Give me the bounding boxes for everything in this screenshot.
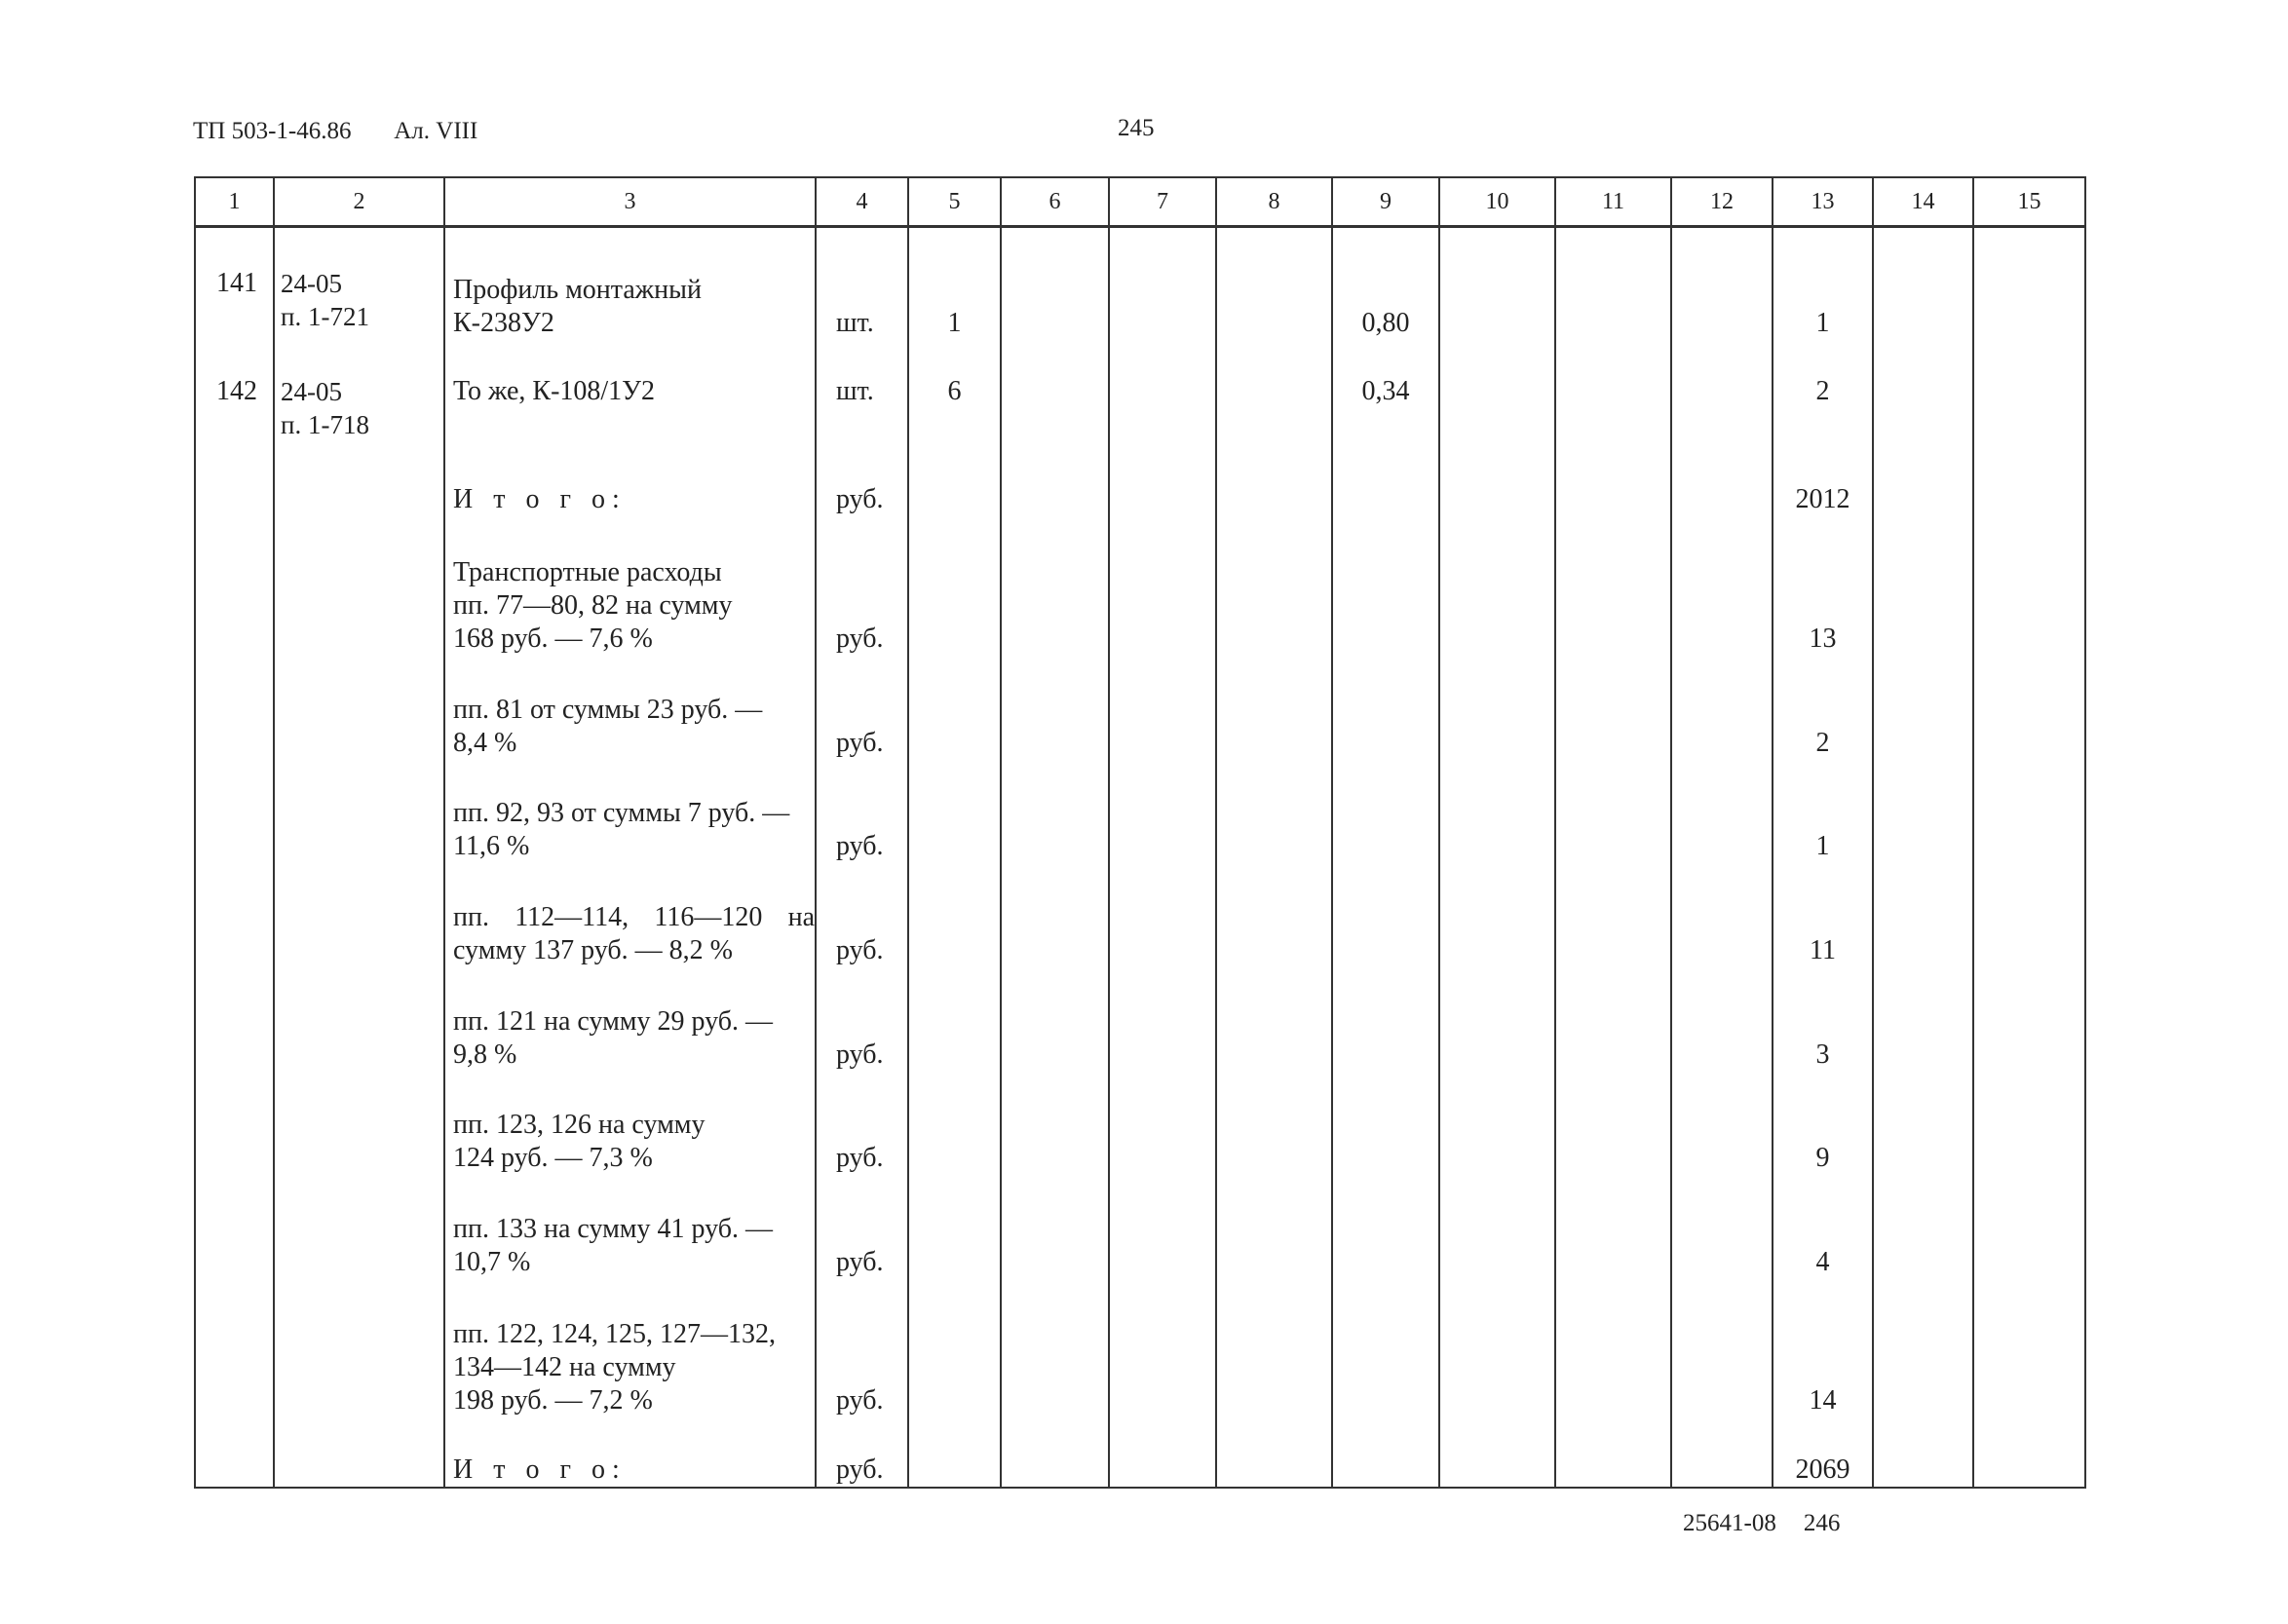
col-header-6: 6 [1001, 177, 1109, 227]
table-row [195, 760, 2085, 864]
col-header-1: 1 [195, 177, 274, 227]
specification-table [194, 176, 2086, 1489]
unit: руб. [816, 1072, 908, 1176]
item-name: То же, К-108/1У2 [444, 340, 816, 448]
col-header-2: 2 [274, 177, 444, 227]
total: 2 [1773, 340, 1873, 448]
total: 9 [1773, 1072, 1873, 1176]
col-header-15: 15 [1973, 177, 2085, 227]
table-row [195, 656, 2085, 760]
table-row [195, 1279, 2085, 1418]
unit-price: 0,34 [1332, 340, 1439, 448]
unit-price: 0,80 [1332, 227, 1439, 341]
row-number: 141 [195, 227, 274, 341]
unit: шт. [816, 340, 908, 448]
total: 4 [1773, 1175, 1873, 1279]
table-row [195, 340, 2085, 448]
total: 11 [1773, 863, 1873, 967]
unit: руб. [816, 1417, 908, 1486]
unit: шт. [816, 227, 908, 341]
item-name: Транспортные расходы пп. 77—80, 82 на сумму 168 руб. — 7,6 % [444, 516, 816, 656]
col-header-7: 7 [1109, 177, 1216, 227]
total: 2069 [1773, 1417, 1873, 1486]
total: 14 [1773, 1279, 1873, 1418]
total: 2 [1773, 656, 1873, 760]
document-header [193, 118, 477, 145]
item-name: пп. 133 на сумму 41 руб. — 10,7 % [444, 1175, 816, 1279]
unit: руб. [816, 656, 908, 760]
column-number-row [195, 177, 2085, 227]
unit: руб. [816, 516, 908, 656]
unit: руб. [816, 967, 908, 1072]
total: 13 [1773, 516, 1873, 656]
col-header-10: 10 [1439, 177, 1555, 227]
col-header-3: 3 [444, 177, 816, 227]
col-header-9: 9 [1332, 177, 1439, 227]
item-name: пп. 122, 124, 125, 127—132, 134—142 на сумму 198 руб. — 7,2 % [444, 1279, 816, 1418]
total: 2012 [1773, 448, 1873, 516]
col-header-12: 12 [1671, 177, 1773, 227]
item-name: пп. 81 от суммы 23 руб. — 8,4 % [444, 656, 816, 760]
item-name: пп. 112—114, 116—120 на сумму 137 руб. — 8,2 % [444, 863, 816, 967]
item-name: пп. 121 на сумму 29 руб. — 9,8 % [444, 967, 816, 1072]
footer-code: 25641-08 [1683, 1510, 1776, 1536]
col-header-5: 5 [908, 177, 1001, 227]
item-name: пп. 123, 126 на сумму 124 руб. — 7,3 % [444, 1072, 816, 1176]
unit: руб. [816, 760, 908, 864]
album-label: Ал. VIII [394, 118, 478, 144]
col-header-14: 14 [1873, 177, 1973, 227]
total: 1 [1773, 227, 1873, 341]
document-footer [1683, 1510, 1840, 1537]
col-header-4: 4 [816, 177, 908, 227]
catalog-code: 24-05 п. 1-718 [274, 340, 444, 448]
item-name: Профиль монтажный К-238У2 [444, 227, 816, 341]
unit: руб. [816, 863, 908, 967]
table-row [195, 863, 2085, 967]
subtotal-label: И т о г о: [444, 448, 816, 516]
unit: руб. [816, 1175, 908, 1279]
col-header-8: 8 [1216, 177, 1332, 227]
table-row [195, 1175, 2085, 1279]
subtotal-row [195, 448, 2085, 516]
quantity: 6 [908, 340, 1001, 448]
unit: руб. [816, 1279, 908, 1418]
total-row [195, 1417, 2085, 1486]
unit: руб. [816, 448, 908, 516]
page-number: 245 [1118, 115, 1155, 141]
total: 3 [1773, 967, 1873, 1072]
quantity: 1 [908, 227, 1001, 341]
doc-code: ТП 503-1-46.86 [193, 118, 352, 144]
table-row [195, 227, 2085, 341]
table-row [195, 516, 2085, 656]
item-name: пп. 92, 93 от суммы 7 руб. — 11,6 % [444, 760, 816, 864]
catalog-code: 24-05 п. 1-721 [274, 227, 444, 341]
row-number: 142 [195, 340, 274, 448]
table-filler-row [195, 1487, 2085, 1488]
footer-page: 246 [1803, 1510, 1841, 1536]
total-label: И т о г о: [444, 1417, 816, 1486]
table-row [195, 967, 2085, 1072]
col-header-11: 11 [1555, 177, 1671, 227]
table-row [195, 1072, 2085, 1176]
col-header-13: 13 [1773, 177, 1873, 227]
total: 1 [1773, 760, 1873, 864]
